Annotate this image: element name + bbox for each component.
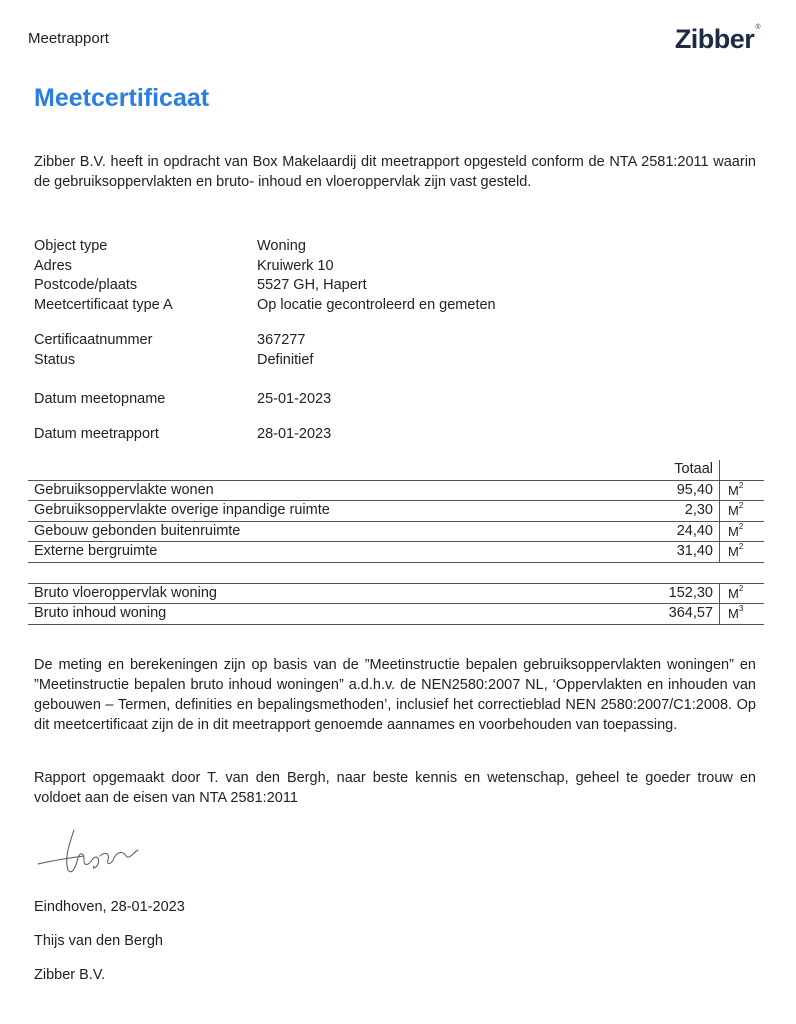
info-row-status xyxy=(34,351,634,371)
info-row-object-type xyxy=(34,237,634,257)
row-unit: $M^2$ xyxy=(720,501,765,522)
row-unit: $M^2$ xyxy=(720,542,765,563)
date-info-opname xyxy=(34,390,634,410)
table-row xyxy=(28,480,764,501)
company-logo xyxy=(675,24,760,55)
table-row xyxy=(28,542,764,563)
info-value: 28-01-2023 xyxy=(257,426,332,442)
row-value: 95,40 xyxy=(607,480,720,501)
row-unit: $M^2$ xyxy=(720,521,765,542)
row-value: 152,30 xyxy=(607,583,720,604)
info-label: Postcode/plaats xyxy=(34,277,138,293)
info-label: Status xyxy=(34,351,76,368)
certificate-info xyxy=(34,331,634,370)
page-title: Meetcertificaat xyxy=(34,84,210,112)
column-header-unit xyxy=(720,460,765,480)
info-label: Certificaatnummer xyxy=(34,332,153,348)
row-label: Bruto vloeroppervlak woning xyxy=(28,583,607,604)
row-label: Bruto inhoud woning xyxy=(28,604,607,625)
info-row-datum-rapport xyxy=(34,425,634,445)
info-row-datum-opname xyxy=(34,390,634,410)
footer-company: Zibber B.V. xyxy=(34,967,106,983)
author-statement: Rapport opgemaakt door T. van den Bergh, naar beste kennis en wetenschap, geheel te goeder trouw en voldoet aan de eisen van NTA 2581:2011 xyxy=(34,770,756,806)
footer-name: Thijs van den Bergh xyxy=(34,933,163,949)
row-label: Gebruiksoppervlakte overige inpandige ruimte xyxy=(28,501,607,522)
table-row xyxy=(28,604,764,625)
footer-place-date: Eindhoven, 28-01-2023 xyxy=(34,899,185,915)
info-value: Kruiwerk 10 xyxy=(257,257,334,274)
info-label: Datum meetrapport xyxy=(34,426,159,442)
methodology-paragraph: De meting en berekeningen zijn op basis van de ”Meetinstructie bepalen gebruiksoppervlakten woningen” en ”Meetinstructie bepalen bruto inhoud woningen” a.d.h.v. de NEN2580:2007 NL, ‘Oppervlakten en inhouden van gebouwen – Termen, definities en bepalingsmethoden’, inclusief het correctieblad NEN 2580:2007/C1:2008. Op dit meetcertificaat zijn de in dit meetrapport genoemde aannames en voorbehouden van toepassing. xyxy=(34,657,756,733)
info-value: Woning xyxy=(257,238,306,254)
table-header-row xyxy=(28,460,764,480)
info-label: Datum meetopname xyxy=(34,391,166,407)
row-value: 2,30 xyxy=(607,501,720,522)
info-value: 5527 GH, Hapert xyxy=(257,277,367,293)
info-row-postcode xyxy=(34,276,634,296)
row-unit: $M^2$ xyxy=(720,480,765,501)
info-label: Object type xyxy=(34,238,108,254)
info-value: 25-01-2023 xyxy=(257,391,332,407)
object-info xyxy=(34,237,634,315)
info-value: Definitief xyxy=(257,351,314,368)
intro-paragraph: Zibber B.V. heeft in opdracht van Box Makelaardij dit meetrapport opgesteld conform de NTA 2581:2011 waarin de gebruiksoppervlakten en bruto- inhoud en vloeroppervlak zijn vast gesteld. xyxy=(34,154,756,190)
signature-image xyxy=(34,822,144,882)
column-header-totaal: Totaal xyxy=(607,460,720,480)
table-row xyxy=(28,583,764,604)
date-info-rapport xyxy=(34,425,634,445)
info-row-cert-type xyxy=(34,296,634,316)
row-label: Gebouw gebonden buitenruimte xyxy=(28,521,607,542)
report-label: Meetrapport xyxy=(28,30,109,47)
row-label: Externe bergruimte xyxy=(28,542,607,563)
info-value: Op locatie gecontroleerd en gemeten xyxy=(257,296,496,313)
row-unit: $M^2$ xyxy=(720,583,765,604)
table-header-spacer xyxy=(28,460,607,480)
info-label: Meetcertificaat type A xyxy=(34,296,173,313)
info-value: 367277 xyxy=(257,332,306,348)
info-row-adres xyxy=(34,257,634,277)
row-value: 24,40 xyxy=(607,521,720,542)
info-label: Adres xyxy=(34,257,72,274)
row-value: 31,40 xyxy=(607,542,720,563)
row-label: Gebruiksoppervlakte wonen xyxy=(28,480,607,501)
row-unit: $M^3$ xyxy=(720,604,765,625)
info-row-cert-nr xyxy=(34,331,634,351)
logo-text: Zibber xyxy=(674,24,755,54)
row-value: 364,57 xyxy=(607,604,720,625)
table-row xyxy=(28,501,764,522)
table-row xyxy=(28,521,764,542)
measurement-table xyxy=(28,460,764,625)
table-spacer-row xyxy=(28,562,764,583)
logo-registered-mark: ® xyxy=(755,24,760,31)
